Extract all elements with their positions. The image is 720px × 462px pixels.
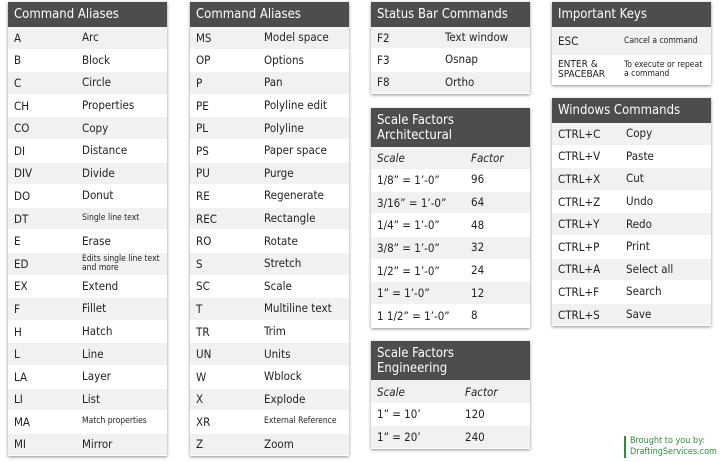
row-key: LI — [14, 392, 23, 407]
row-value: Osnap — [445, 52, 479, 67]
row-key: DI — [14, 143, 26, 158]
row-key: CTRL+X — [558, 171, 601, 186]
row-key: XR — [196, 414, 211, 429]
table-row — [371, 426, 530, 449]
row-value: Rectangle — [264, 211, 316, 226]
table-row — [190, 185, 349, 208]
row-value: 240 — [465, 429, 485, 444]
row-key: PU — [196, 166, 210, 181]
command-aliases-card-2 — [190, 2, 349, 456]
table-row — [190, 208, 349, 231]
table-row — [371, 72, 530, 94]
row-key: T — [196, 301, 203, 316]
table-row — [190, 298, 349, 321]
row-key: H — [14, 324, 22, 339]
row-value: Polyline edit — [264, 98, 327, 113]
row-value: Zoom — [264, 436, 294, 451]
row-value: Wblock — [264, 369, 302, 384]
important-keys-title: Important Keys — [552, 2, 711, 27]
row-key: F2 — [377, 30, 390, 45]
row-key: 3/16” = 1’-0” — [377, 195, 447, 210]
row-value: Donut — [82, 188, 114, 203]
table-row — [8, 27, 167, 50]
row-value: Copy — [82, 120, 109, 135]
row-value: 64 — [471, 195, 485, 210]
row-value: Paper space — [264, 143, 327, 158]
row-key: S — [196, 256, 203, 271]
row-key: CTRL+C — [558, 126, 601, 141]
row-key: 1/8” = 1’-0” — [377, 172, 440, 187]
row-value: Print — [626, 239, 650, 254]
row-value: Layer — [82, 369, 111, 384]
table-row — [190, 366, 349, 389]
row-value: Mirror — [82, 436, 113, 451]
scale-column-label: Scale — [377, 384, 405, 399]
table-row — [8, 95, 167, 118]
row-key: P — [196, 75, 203, 90]
row-key: MI — [14, 437, 26, 452]
scale-eng-title-line1: Scale Factors — [377, 346, 454, 361]
important-keys-card — [552, 2, 711, 85]
row-value: Pan — [264, 75, 283, 90]
scale-eng-rows — [371, 403, 530, 449]
row-key: CTRL+S — [558, 307, 600, 322]
row-key: 3/8” = 1’-0” — [377, 240, 440, 255]
row-value: Search — [626, 284, 662, 299]
row-key: 1” = 20’ — [377, 430, 421, 444]
row-value: Fillet — [82, 301, 107, 316]
row-key: Z — [196, 437, 204, 452]
table-row — [8, 163, 167, 186]
row-value: Block — [82, 52, 110, 67]
table-row — [371, 282, 530, 305]
row-value: Edits single line text and more — [82, 253, 160, 273]
table-row — [8, 389, 167, 412]
row-key: CTRL+F — [558, 284, 600, 299]
table-row — [552, 281, 711, 304]
row-value: Extend — [82, 278, 119, 293]
row-value: 120 — [465, 406, 485, 421]
table-row — [190, 343, 349, 366]
factor-column-label: Factor — [465, 384, 498, 399]
table-row — [371, 403, 530, 426]
row-key: LA — [14, 369, 28, 384]
table-row — [552, 259, 711, 282]
row-value: Trim — [264, 324, 286, 339]
row-value: List — [82, 391, 101, 406]
scale-arch-rows — [371, 169, 530, 328]
row-value: Select all — [626, 261, 674, 276]
table-row — [8, 140, 167, 163]
table-row — [8, 230, 167, 253]
table-row — [8, 321, 167, 344]
command-aliases-rows-2 — [190, 27, 349, 456]
scale-factors-engineering-title — [371, 341, 530, 380]
table-row — [190, 434, 349, 457]
row-value: 96 — [471, 172, 485, 187]
table-row — [190, 50, 349, 73]
row-key: MA — [14, 414, 31, 429]
table-row — [371, 49, 530, 71]
scale-arch-title-line2: Architectural — [377, 128, 453, 143]
row-value: To execute or repeat a command — [624, 60, 703, 79]
table-row — [8, 117, 167, 140]
status-bar-rows — [371, 27, 530, 94]
table-row — [190, 253, 349, 276]
row-key: 1 1/2” = 1’-0” — [377, 308, 450, 323]
row-key: W — [196, 369, 207, 384]
row-key: PE — [196, 98, 209, 113]
row-key: DT — [14, 211, 29, 226]
table-row — [552, 213, 711, 236]
row-value: 8 — [471, 308, 478, 323]
row-key: RO — [196, 234, 212, 249]
row-value: 12 — [471, 285, 485, 300]
table-row — [371, 214, 530, 237]
table-row — [371, 169, 530, 192]
row-value: Line — [82, 346, 104, 361]
scale-factors-engineering-card — [371, 341, 530, 449]
command-aliases-title-2: Command Aliases — [190, 2, 349, 27]
table-row — [552, 56, 711, 85]
table-row — [8, 253, 167, 276]
table-row — [371, 260, 530, 283]
row-key: UN — [196, 347, 212, 362]
table-row — [190, 95, 349, 118]
row-key: SC — [196, 279, 210, 294]
row-value: Rotate — [264, 233, 298, 248]
row-value: Match properties — [82, 416, 147, 427]
row-key: E — [14, 234, 21, 249]
table-row — [371, 237, 530, 260]
status-bar-commands-card — [371, 2, 530, 94]
row-key: CTRL+Y — [558, 217, 600, 232]
table-row — [371, 305, 530, 328]
row-key: RE — [196, 188, 210, 203]
row-key: PS — [196, 143, 209, 158]
table-row — [190, 230, 349, 253]
row-key: CTRL+P — [558, 239, 600, 254]
row-value: Cancel a command — [624, 35, 698, 46]
row-key: MS — [196, 30, 212, 45]
footer-line-2: DraftingServices.com — [630, 447, 717, 457]
row-value: Model space — [264, 30, 329, 45]
table-row — [8, 434, 167, 457]
footer-line-1: Brought to you by: — [630, 436, 705, 446]
row-key: CO — [14, 121, 30, 136]
row-key: ESC — [558, 34, 579, 48]
table-row — [552, 236, 711, 259]
table-row — [190, 72, 349, 95]
windows-commands-rows — [552, 123, 711, 326]
row-value: Hatch — [82, 324, 113, 339]
table-row — [8, 298, 167, 321]
table-row — [8, 185, 167, 208]
table-row — [8, 276, 167, 299]
important-keys-rows — [552, 27, 711, 85]
factor-column-label: Factor — [471, 151, 504, 165]
table-row — [8, 343, 167, 366]
table-row — [552, 304, 711, 327]
row-key: A — [14, 30, 22, 45]
row-key: F3 — [377, 52, 390, 67]
row-key: 1/2” = 1’-0” — [377, 263, 440, 278]
row-value: Text window — [445, 30, 509, 45]
row-value: Erase — [82, 233, 111, 248]
table-row — [8, 50, 167, 73]
row-key: ED — [14, 256, 29, 271]
table-row — [552, 168, 711, 191]
row-value: Polyline — [264, 120, 304, 135]
command-aliases-card-1 — [8, 2, 167, 456]
row-value: Regenerate — [264, 188, 324, 203]
row-key: 1” = 1’-0” — [377, 286, 430, 301]
row-value: Paste — [626, 148, 654, 163]
row-key: CTRL+Z — [558, 194, 601, 209]
row-key: L — [14, 347, 20, 362]
row-key: 1/4” = 1’-0” — [377, 218, 440, 233]
row-key: DO — [14, 188, 31, 203]
scale-eng-column-header — [371, 380, 530, 403]
row-key: TR — [196, 324, 210, 339]
row-key: REC — [196, 211, 217, 226]
row-key: ENTER & SPACEBAR — [558, 59, 606, 80]
row-key: C — [14, 75, 22, 90]
table-row — [552, 27, 711, 56]
table-row — [552, 123, 711, 146]
table-row — [552, 146, 711, 169]
scale-arch-title-line1: Scale Factors — [377, 113, 454, 128]
row-key: B — [14, 53, 22, 68]
row-value: Cut — [626, 171, 644, 186]
row-key: 1” = 10’ — [377, 407, 421, 421]
row-value: 32 — [471, 240, 485, 255]
row-key: CH — [14, 98, 30, 113]
command-aliases-rows-1 — [8, 27, 167, 456]
table-row — [190, 411, 349, 434]
row-key: CTRL+V — [558, 149, 601, 164]
row-value: 24 — [471, 263, 485, 278]
row-key: EX — [14, 279, 28, 294]
row-value: Redo — [626, 216, 652, 231]
table-row — [8, 72, 167, 95]
table-row — [190, 321, 349, 344]
table-row — [190, 276, 349, 299]
command-aliases-title-1: Command Aliases — [8, 2, 167, 27]
scale-eng-title-line2: Engineering — [377, 361, 448, 376]
row-value: Circle — [82, 75, 112, 90]
table-row — [190, 163, 349, 186]
scale-arch-column-header — [371, 147, 530, 169]
table-row — [371, 27, 530, 49]
scale-factors-architectural-card — [371, 108, 530, 328]
row-key: OP — [196, 53, 211, 68]
row-value: 48 — [471, 217, 485, 232]
row-key: F8 — [377, 75, 390, 90]
table-row — [190, 27, 349, 50]
row-value: Undo — [626, 194, 654, 209]
row-value: Options — [264, 52, 304, 67]
status-bar-commands-title: Status Bar Commands — [371, 2, 530, 27]
table-row — [552, 191, 711, 214]
row-value: Ortho — [445, 74, 475, 89]
table-row — [8, 208, 167, 231]
row-key: PL — [196, 121, 208, 136]
row-value: Purge — [264, 165, 294, 180]
windows-commands-title: Windows Commands — [552, 98, 711, 123]
row-value: Multiline text — [264, 301, 332, 316]
row-key: X — [196, 392, 204, 407]
row-value: Explode — [264, 391, 306, 406]
row-value: Distance — [82, 143, 128, 158]
table-row — [8, 366, 167, 389]
scale-factors-architectural-title — [371, 108, 530, 147]
row-value: Properties — [82, 98, 135, 113]
table-row — [190, 389, 349, 412]
table-row — [190, 117, 349, 140]
row-key: CTRL+A — [558, 262, 601, 277]
row-value: Units — [264, 346, 291, 361]
windows-commands-card — [552, 98, 711, 326]
footer-credit — [624, 436, 717, 458]
row-value: Divide — [82, 165, 115, 180]
table-row — [190, 140, 349, 163]
row-value: Stretch — [264, 256, 302, 271]
row-value: Copy — [626, 126, 653, 141]
scale-column-label: Scale — [377, 151, 405, 165]
row-value: Single line text — [82, 213, 140, 224]
table-row — [8, 411, 167, 434]
row-key: DIV — [14, 166, 33, 181]
row-key: F — [14, 301, 20, 316]
row-value: Arc — [82, 30, 99, 45]
row-value: Save — [626, 307, 652, 322]
row-value: External Reference — [264, 416, 337, 427]
table-row — [371, 192, 530, 215]
row-value: Scale — [264, 278, 292, 293]
